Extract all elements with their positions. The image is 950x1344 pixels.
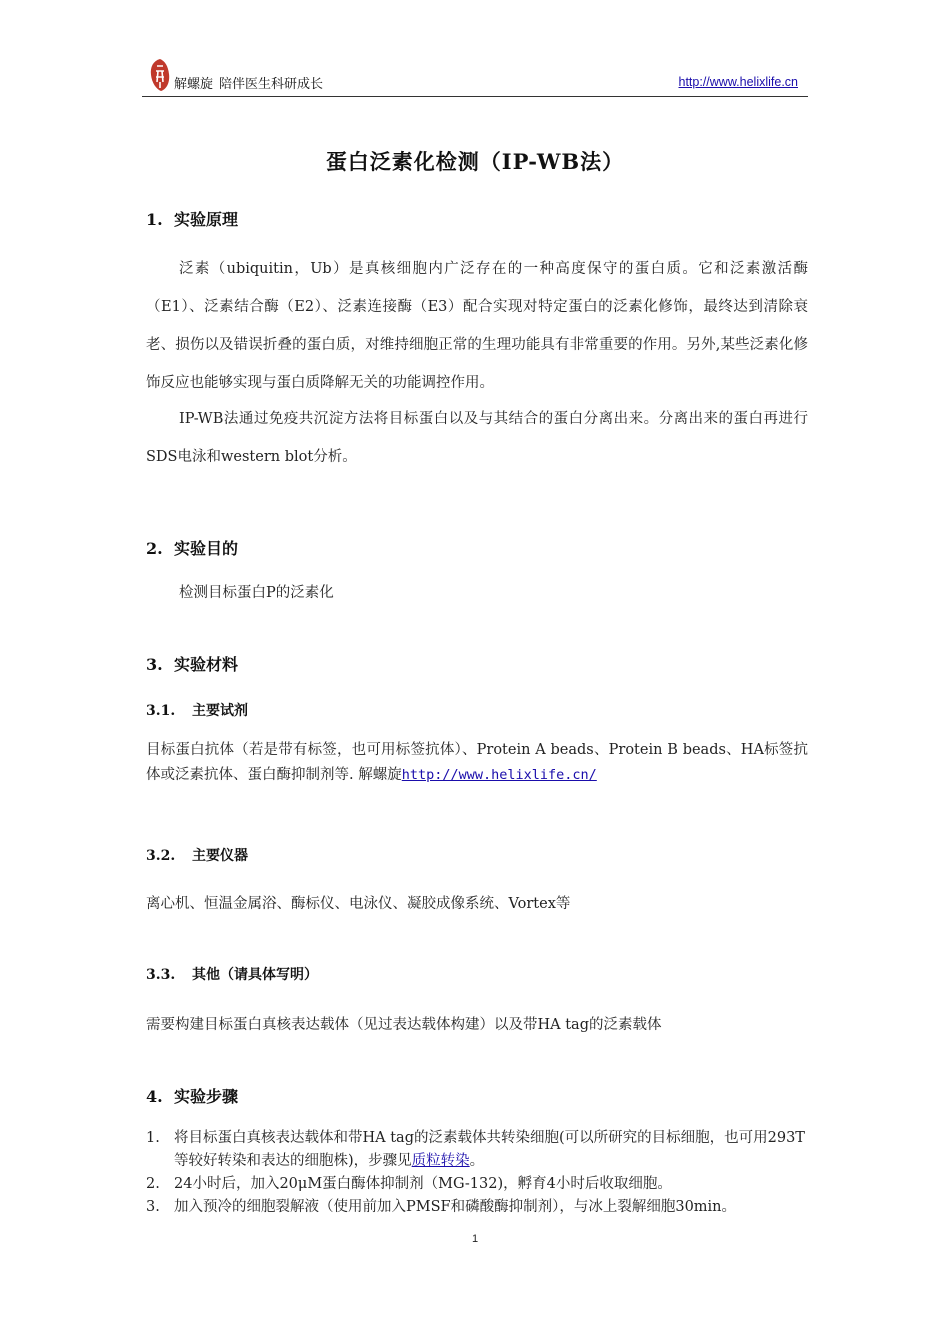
step-tail: 。 xyxy=(469,1153,485,1169)
section-number: 1. xyxy=(146,210,163,229)
document-title: 蛋白泛素化检测（IP-WB法） xyxy=(325,149,625,174)
other-materials-text: 需要构建目标蛋白真核表达载体（见过表达载体构建）以及带HA tag的泛素载体 xyxy=(146,1017,662,1033)
purpose-text: 检测目标蛋白P的泛素化 xyxy=(179,585,334,601)
subsection-title: 主要仪器 xyxy=(192,848,248,864)
step-item xyxy=(146,1196,810,1219)
brand-text xyxy=(174,73,323,92)
helixlife-link[interactable]: http://www.helixlife.cn/ xyxy=(401,767,597,783)
subsection-number: 3.1. xyxy=(146,703,176,719)
page-number: 1 xyxy=(471,1233,479,1245)
subsection-number: 3.3. xyxy=(146,967,176,983)
step-number: 2. xyxy=(146,1176,160,1192)
steps-list xyxy=(146,1127,810,1219)
step-number: 3. xyxy=(146,1199,160,1215)
site-url-link[interactable]: http://www.helixlife.cn xyxy=(678,75,798,89)
instruments-text: 离心机、恒温金属浴、酶标仪、电泳仪、凝胶成像系统、Vortex等 xyxy=(146,896,571,912)
subsection-title: 主要试剂 xyxy=(192,703,248,719)
subsection-3-3-heading xyxy=(146,964,318,984)
subsection-3-2-heading xyxy=(146,845,248,865)
reagents-text: 目标蛋白抗体（若是带有标签，也可用标签抗体）、Protein A beads、Protein B beads、HA标签抗体或泛素抗体、蛋白酶抑制剂等. 解螺旋 xyxy=(146,742,808,783)
plasmid-transfection-link[interactable]: 质粒转染 xyxy=(411,1153,470,1169)
section-2-heading xyxy=(146,536,238,559)
section-title: 实验目的 xyxy=(174,539,239,558)
section-title: 实验原理 xyxy=(174,210,239,229)
section-title: 实验材料 xyxy=(174,655,239,674)
step-number: 1. xyxy=(146,1130,160,1146)
reagents-paragraph xyxy=(146,738,808,788)
step-item xyxy=(146,1173,810,1196)
section-4-heading xyxy=(146,1084,238,1107)
step-text: 将目标蛋白真核表达载体和带HA tag的泛素载体共转染细胞(可以所研究的目标细胞，也可用293T等较好转染和表达的细胞株)，步骤见 xyxy=(174,1130,805,1169)
principle-paragraph-1: 泛素（ubiquitin，Ub）是真核细胞内广泛存在的一种高度保守的蛋白质。它和泛素激活酶（E1）、泛素结合酶（E2）、泛素连接酶（E3）配合实现对特定蛋白的泛素化修饰，最终达到清除衰老、损伤以及错误折叠的蛋白质，对维持细胞正常的生理功能具有非常重要的作用。另外,某些泛素化修饰反应也能够实现与蛋白质降解无关的功能调控作用。 xyxy=(146,261,808,391)
section-3-heading xyxy=(146,652,238,675)
section-number: 4. xyxy=(146,1087,163,1106)
brand-name: 解螺旋 xyxy=(174,77,214,92)
subsection-title: 其他（请具体写明） xyxy=(192,967,318,983)
subsection-number: 3.2. xyxy=(146,848,176,864)
step-item xyxy=(146,1127,810,1173)
principle-paragraph-2: IP-WB法通过免疫共沉淀方法将目标蛋白以及与其结合的蛋白分离出来。分离出来的蛋白再进行SDS电泳和western blot分析。 xyxy=(146,411,808,465)
step-text: 加入预冷的细胞裂解液（使用前加入PMSF和磷酸酶抑制剂），与冰上裂解细胞30min。 xyxy=(174,1199,737,1215)
helix-logo-icon xyxy=(148,58,172,92)
brand-slogan: 陪伴医生科研成长 xyxy=(219,77,324,92)
step-text: 24小时后，加入20μM蛋白酶体抑制剂（MG-132)，孵育4小时后收取细胞。 xyxy=(174,1176,672,1192)
section-number: 2. xyxy=(146,539,163,558)
section-title: 实验步骤 xyxy=(174,1087,239,1106)
section-1-heading xyxy=(146,207,238,230)
subsection-3-1-heading xyxy=(146,700,248,720)
section-number: 3. xyxy=(146,655,163,674)
page-header xyxy=(142,58,808,97)
